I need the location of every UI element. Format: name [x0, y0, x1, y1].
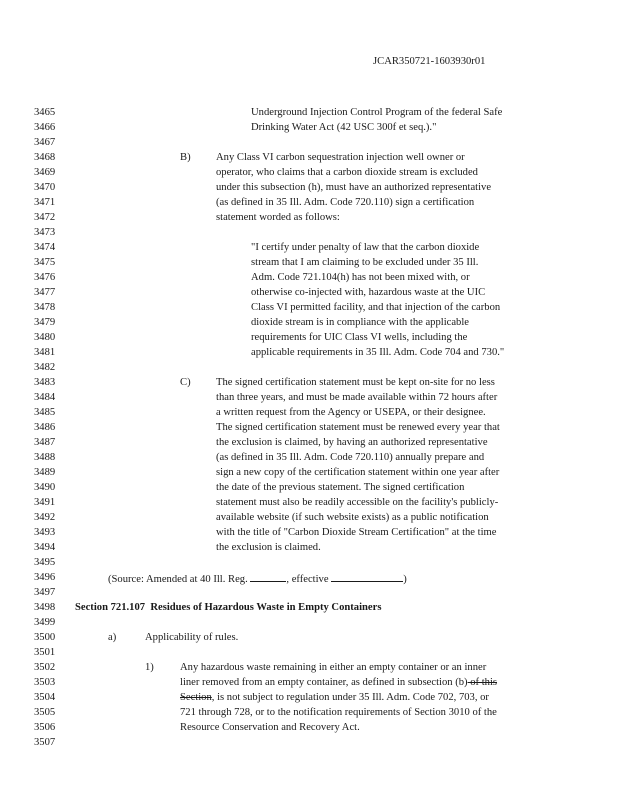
- source-prefix: (Source: Amended at 40 Ill. Reg.: [108, 574, 251, 585]
- subsection-label: a): [108, 632, 117, 643]
- section-number: Section 721.107: [75, 602, 146, 613]
- text-line: statement must also be readily accessible on the facility's publicly-: [216, 497, 499, 508]
- line-number: 3469: [34, 167, 56, 178]
- line-number: 3478: [34, 302, 56, 313]
- text-line: dioxide stream is in compliance with the applicable: [251, 317, 469, 328]
- line-number: 3487: [34, 437, 56, 448]
- text-line: 721 through 728, or to the notification requirements of Section 3010 of the: [180, 707, 497, 718]
- text-line: Drinking Water Act (42 USC 300f et seq.).": [251, 122, 437, 133]
- text-line: Adm. Code 721.104(h) has not been mixed with, or: [251, 272, 470, 283]
- line-number: 3468: [34, 152, 56, 163]
- line-number: 3502: [34, 662, 56, 673]
- line-number: 3466: [34, 122, 56, 133]
- text-line: available website (if such website exists) as a public notification: [216, 512, 489, 523]
- subsection-label: C): [180, 377, 191, 388]
- text-line: stream that I am claiming to be excluded under 35 Ill.: [251, 257, 479, 268]
- text-line: Class VI permitted facility, and that injection of the carbon: [251, 302, 501, 313]
- line-number: 3475: [34, 257, 56, 268]
- line-number: 3503: [34, 677, 56, 688]
- text-line: sign a new copy of the certification statement within one year after: [216, 467, 500, 478]
- line-number: 3480: [34, 332, 56, 343]
- line-number: 3483: [34, 377, 56, 388]
- text-line: the exclusion is claimed.: [216, 542, 321, 553]
- line-number: 3474: [34, 242, 56, 253]
- line-number: 3488: [34, 452, 56, 463]
- text-run: , is not subject to regulation under 35 Ill. Adm. Code 702, 703, or: [211, 692, 489, 703]
- text-line: The signed certification statement must be kept on-site for no less: [216, 377, 495, 388]
- text-line: with the title of "Carbon Dioxide Stream Certification" at the time: [216, 527, 497, 538]
- text-line: requirements for UIC Class VI wells, including the: [251, 332, 468, 343]
- text-line: Any hazardous waste remaining in either an empty container or an inner: [180, 662, 487, 673]
- line-number: 3505: [34, 707, 56, 718]
- source-suffix: ): [403, 574, 407, 585]
- section-title: Residues of Hazardous Waste in Empty Containers: [150, 602, 382, 613]
- line-number: 3499: [34, 617, 56, 628]
- line-number: 3467: [34, 137, 56, 148]
- text-line: Any Class VI carbon sequestration injection well owner or: [216, 152, 465, 163]
- text-line: applicable requirements in 35 Ill. Adm. Code 704 and 730.": [251, 347, 505, 358]
- line-number: 3507: [34, 737, 56, 748]
- text-line: the date of the previous statement. The signed certification: [216, 482, 465, 493]
- line-number: 3470: [34, 182, 56, 193]
- text-line: "I certify under penalty of law that the carbon dioxide: [251, 242, 480, 253]
- line-number: 3485: [34, 407, 56, 418]
- text-line: statement worded as follows:: [216, 212, 340, 223]
- line-number: 3473: [34, 227, 56, 238]
- text-line: than three years, and must be made available within 72 hours after: [216, 392, 498, 403]
- line-number: 3490: [34, 482, 56, 493]
- line-number: 3506: [34, 722, 56, 733]
- line-number: 3495: [34, 557, 56, 568]
- line-number: 3498: [34, 602, 56, 613]
- line-number: 3497: [34, 587, 56, 598]
- line-number: 3472: [34, 212, 56, 223]
- line-number: 3482: [34, 362, 56, 373]
- text-line: The signed certification statement must be renewed every year that: [216, 422, 500, 433]
- line-number: 3486: [34, 422, 56, 433]
- line-number: 3489: [34, 467, 56, 478]
- struck-text: Section: [180, 692, 212, 703]
- text-line: Underground Injection Control Program of the federal Safe: [251, 107, 503, 118]
- subsection-label: 1): [145, 662, 154, 673]
- line-number: 3477: [34, 287, 56, 298]
- section-heading: [75, 602, 381, 613]
- line-number: 3465: [34, 107, 56, 118]
- line-number: 3501: [34, 647, 56, 658]
- text-line: a written request from the Agency or USEPA, or their designee.: [216, 407, 486, 418]
- line-number: 3494: [34, 542, 56, 553]
- line-number: 3476: [34, 272, 56, 283]
- line-number: 3504: [34, 692, 56, 703]
- line-number: 3496: [34, 572, 56, 583]
- subsection-label: B): [180, 152, 191, 163]
- line-number: 3492: [34, 512, 56, 523]
- line-number: 3493: [34, 527, 56, 538]
- register-blank: [250, 572, 286, 582]
- line-number: 3471: [34, 197, 56, 208]
- text-line: Resource Conservation and Recovery Act.: [180, 722, 360, 733]
- text-line: Applicability of rules.: [145, 632, 239, 643]
- text-run: liner removed from an empty container, as defined in subsection (b): [180, 677, 468, 688]
- line-number: 3479: [34, 317, 56, 328]
- text-line: [180, 692, 489, 703]
- document-id-header: JCAR350721-1603930r01: [373, 56, 486, 67]
- struck-text: of this: [467, 677, 498, 688]
- text-line: (as defined in 35 Ill. Adm. Code 720.110) sign a certification: [216, 197, 475, 208]
- line-number: 3481: [34, 347, 56, 358]
- text-line: the exclusion is claimed, by having an authorized representative: [216, 437, 488, 448]
- text-line: under this subsection (h), must have an authorized representative: [216, 182, 492, 193]
- text-line: (as defined in 35 Ill. Adm. Code 720.110) annually prepare and: [216, 452, 485, 463]
- line-number: 3491: [34, 497, 56, 508]
- line-number: 3500: [34, 632, 56, 643]
- source-middle: , effective: [286, 574, 332, 585]
- text-line: otherwise co-injected with, hazardous waste at the UIC: [251, 287, 486, 298]
- text-line: operator, who claims that a carbon dioxide stream is excluded: [216, 167, 478, 178]
- effective-date-blank: [331, 572, 403, 582]
- source-note: [108, 572, 407, 585]
- line-number: 3484: [34, 392, 56, 403]
- text-line: [180, 677, 497, 688]
